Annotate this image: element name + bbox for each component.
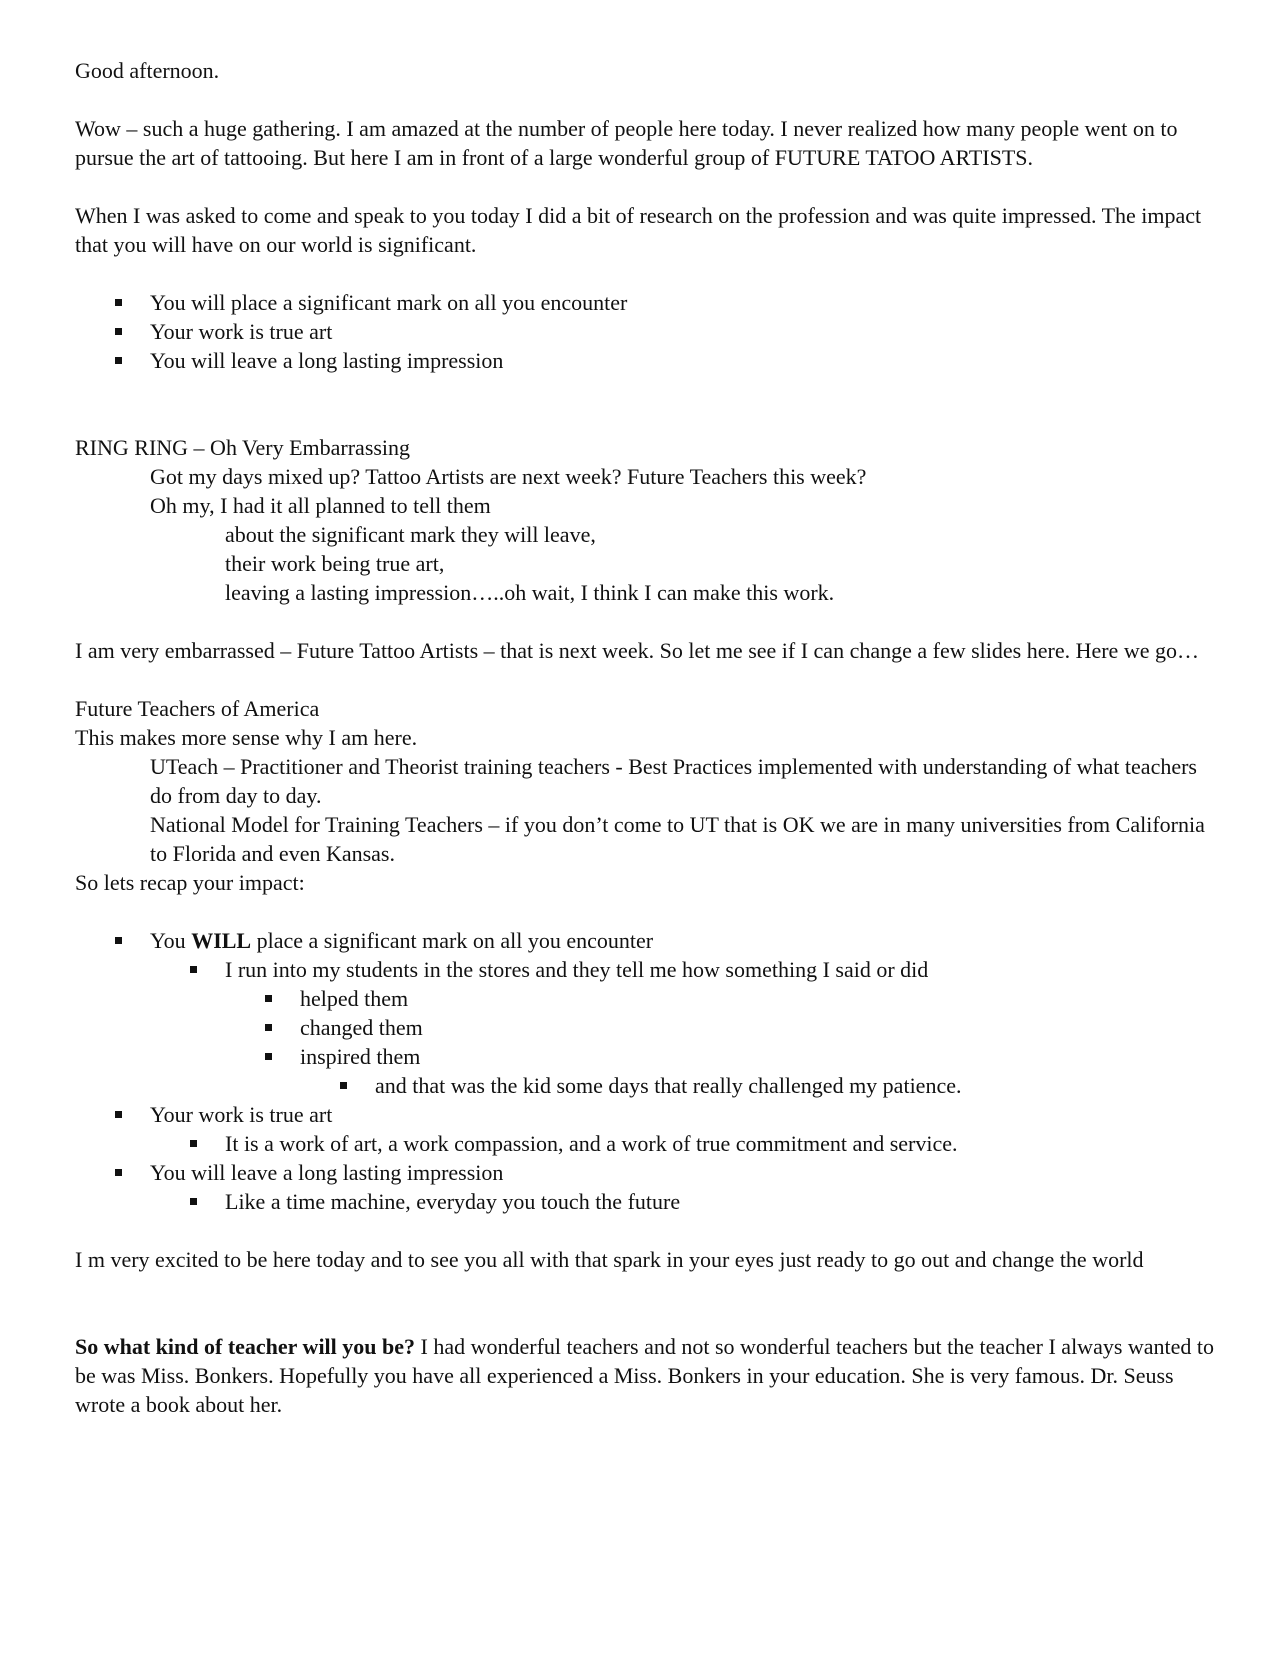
square-bullet-icon: [115, 328, 122, 335]
ring-line: leaving a lasting impression…..oh wait, I think I can make this work.: [225, 580, 835, 605]
closing-text: I had wonderful teachers and not so wonderful teachers but the teacher I always wanted to be was Miss. Bonkers. Hopefully you have all experienced a Miss. Bonkers in your education. She is very famous. Dr. Seuss wrote a book about her.: [75, 1334, 1215, 1417]
fta-recap: So lets recap your impact:: [75, 870, 305, 895]
square-bullet-icon: [115, 937, 122, 944]
square-bullet-icon: [115, 1111, 122, 1118]
intro-paragraph: Wow – such a huge gathering. I am amazed at the number of people here today. I never realized how many people went on to pursue the art of tattooing. But here I am in front of a large wonderful group of FUTURE TATOO ARTISTS.: [75, 116, 1178, 170]
recap-list-item: It is a work of art, a work compassion, and a work of true commitment and service.: [75, 1129, 1220, 1158]
ring-line: Got my days mixed up? Tattoo Artists are next week? Future Teachers this week?: [150, 464, 867, 489]
square-bullet-icon: [190, 1140, 197, 1147]
impact-list: [75, 288, 1220, 375]
recap-list-item: Like a time machine, everyday you touch the future: [75, 1187, 1220, 1216]
square-bullet-icon: [265, 1053, 272, 1060]
recap-list-item: You WILL place a significant mark on all you encounter: [75, 926, 1220, 955]
square-bullet-icon: [190, 1198, 197, 1205]
ring-line: their work being true art,: [225, 551, 445, 576]
square-bullet-icon: [190, 966, 197, 973]
recap-list-item: Your work is true art: [75, 1100, 1220, 1129]
recap-list-item: You will leave a long lasting impression: [75, 1158, 1220, 1187]
closing-paragraph: [75, 1332, 1220, 1419]
ring-line: about the significant mark they will leave,: [225, 522, 596, 547]
greeting-paragraph: Good afternoon.: [75, 58, 220, 83]
ring-line: Oh my, I had it all planned to tell them: [150, 493, 491, 518]
recap-list: [75, 926, 1220, 1216]
recap-list-item: and that was the kid some days that really challenged my patience.: [75, 1071, 1220, 1100]
square-bullet-icon: [340, 1082, 347, 1089]
ring-heading: RING RING – Oh Very Embarrassing: [75, 435, 411, 460]
impact-list-item: You will leave a long lasting impression: [75, 346, 1220, 375]
fta-sense: This makes more sense why I am here.: [75, 725, 418, 750]
fta-uteach: UTeach – Practitioner and Theorist training teachers - Best Practices implemented with understanding of what teachers do from day to day.: [150, 754, 1197, 808]
recap-list-item: I run into my students in the stores and they tell me how something I said or did: [75, 955, 1220, 984]
recap-list-item: inspired them: [75, 1042, 1220, 1071]
impact-list-item: Your work is true art: [75, 317, 1220, 346]
recap-list-item: changed them: [75, 1013, 1220, 1042]
research-paragraph: When I was asked to come and speak to you today I did a bit of research on the profession and was quite impressed. The impact that you will have on our world is significant.: [75, 203, 1202, 257]
square-bullet-icon: [115, 1169, 122, 1176]
square-bullet-icon: [115, 299, 122, 306]
impact-list-item: You will place a significant mark on all you encounter: [75, 288, 1220, 317]
embarrassed-paragraph: I am very embarrassed – Future Tattoo Artists – that is next week. So let me see if I can change a few slides here. Here we go…: [75, 638, 1199, 663]
fta-title: Future Teachers of America: [75, 696, 320, 721]
recap-list-item: helped them: [75, 984, 1220, 1013]
square-bullet-icon: [265, 995, 272, 1002]
excited-paragraph: I m very excited to be here today and to see you all with that spark in your eyes just ready to go out and change the world: [75, 1247, 1144, 1272]
closing-question: So what kind of teacher will you be?: [75, 1334, 416, 1359]
square-bullet-icon: [265, 1024, 272, 1031]
fta-national: National Model for Training Teachers – if you don’t come to UT that is OK we are in many universities from California to Florida and even Kansas.: [150, 812, 1205, 866]
square-bullet-icon: [115, 357, 122, 364]
